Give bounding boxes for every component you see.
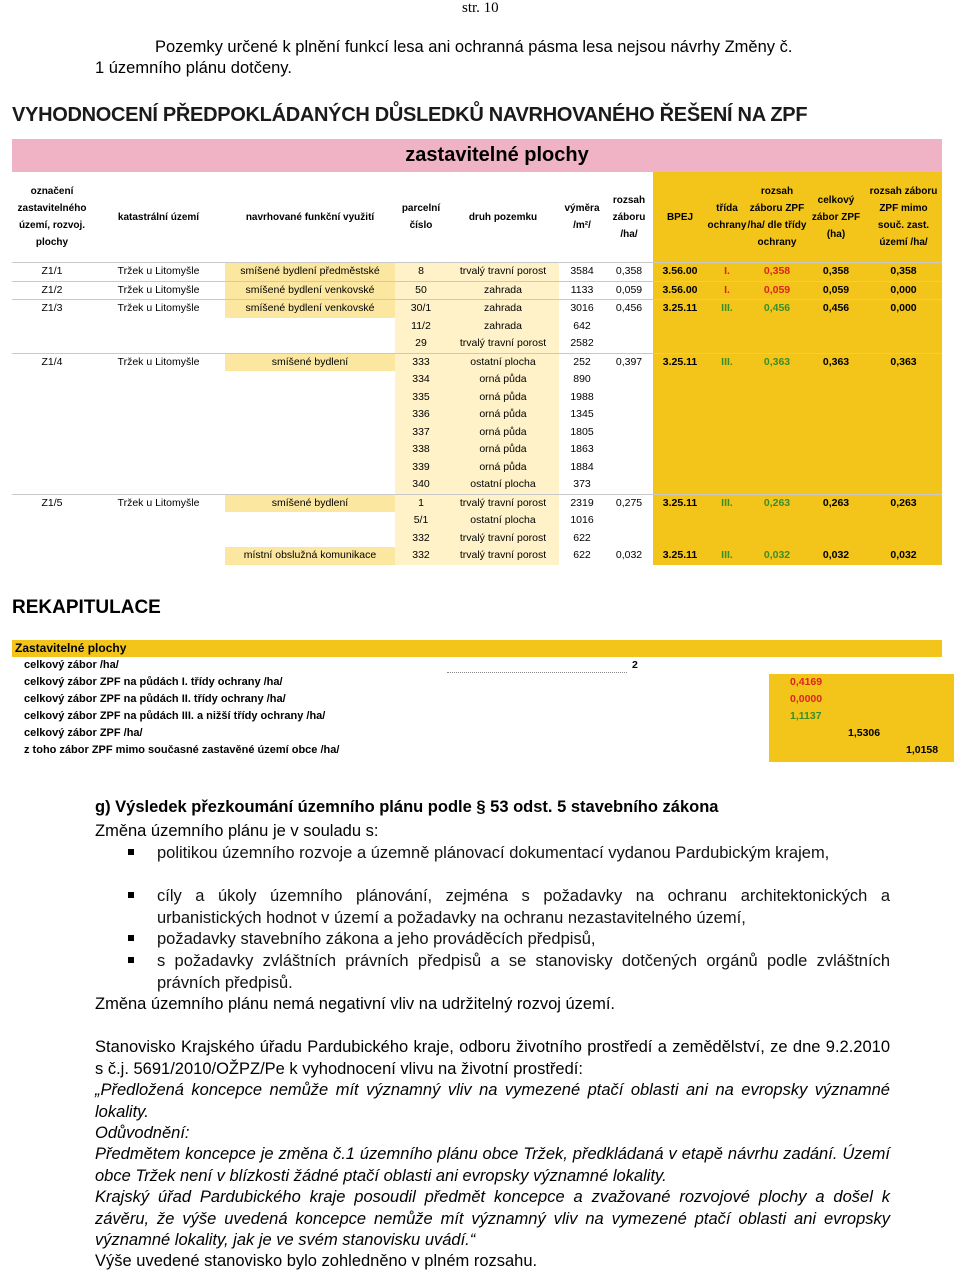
recap-header: Zastavitelné plochy	[12, 640, 942, 657]
table-cell-bpej	[653, 476, 707, 494]
table-cell-pc: 332	[395, 547, 447, 565]
table-cell-ku	[92, 476, 225, 494]
table-cell-roz	[605, 424, 653, 442]
table-cell-tr	[707, 335, 747, 353]
table-cell-mimo	[865, 389, 942, 407]
table-cell-bpej: 3.25.11	[653, 353, 707, 371]
table-cell-tr	[707, 512, 747, 530]
table-cell-cel	[807, 424, 865, 442]
table-cell-fv	[225, 476, 395, 494]
page-number: str. 10	[462, 0, 499, 16]
col-header: navrhované funkční využití	[245, 211, 375, 223]
table-cell-pc: 332	[395, 530, 447, 548]
recap-value: 0,4169	[790, 676, 823, 688]
table-cell-cel	[807, 406, 865, 424]
table-cell-mimo	[865, 406, 942, 424]
table-cell-ku	[92, 371, 225, 389]
bullet-item: cíly a úkoly územního plánování, zejména s požadavky na ochranu architektonických a urbanistických hodnot v území a požadavky na ochranu nezastavitelného území,	[157, 887, 890, 927]
table-cell-cel	[807, 530, 865, 548]
table-cell-mimo: 0,032	[865, 547, 942, 565]
table-cell-druh: ostatní plocha	[447, 476, 559, 494]
table-row	[12, 441, 942, 459]
table-cell-tr	[707, 424, 747, 442]
table-cell-druh: zahrada	[447, 300, 559, 318]
table-cell-vym: 890	[573, 373, 591, 385]
table-cell-id: Z1/3	[12, 300, 92, 318]
table-cell-id	[12, 335, 92, 353]
table-cell-druh: orná půda	[447, 371, 559, 389]
table-cell-pc: 29	[395, 335, 447, 353]
table-row	[12, 547, 942, 565]
table-cell-roz: 0,032	[615, 549, 643, 561]
table-cell-id	[12, 424, 92, 442]
table-cell-zpf	[747, 441, 807, 459]
table-row	[12, 300, 942, 318]
table-cell-druh: trvalý travní porost	[447, 494, 559, 512]
table-cell-bpej	[653, 441, 707, 459]
table-cell-mimo	[865, 335, 942, 353]
table-cell-druh: trvalý travní porost	[447, 530, 559, 548]
table-cell-druh: orná půda	[447, 441, 559, 459]
table-row	[12, 371, 942, 389]
table-cell-fv: místní obslužná komunikace	[225, 547, 395, 565]
table-cell-ku	[92, 318, 225, 336]
table-cell-vym: 1805	[570, 425, 594, 438]
table-cell-cel	[807, 371, 865, 389]
table-cell-pc: 339	[395, 459, 447, 477]
table-cell-bpej: 3.25.11	[653, 494, 707, 512]
table-subtitle: zastavitelné plochy	[405, 144, 589, 166]
recap-dots	[447, 660, 627, 673]
table-cell-mimo	[865, 441, 942, 459]
table-cell-ku	[92, 406, 225, 424]
table-cell-ku: Tržek u Litomyšle	[92, 300, 225, 318]
table-cell-bpej	[653, 389, 707, 407]
table-cell-zpf	[747, 335, 807, 353]
table-cell-fv: smíšené bydlení	[225, 353, 395, 371]
table-cell-druh: orná půda	[447, 389, 559, 407]
table-cell-druh: orná půda	[447, 459, 559, 477]
table-cell-tr: III.	[707, 494, 747, 512]
table-cell-id: Z1/5	[12, 494, 92, 512]
table-cell-zpf: 0,032	[747, 547, 807, 565]
table-cell-id: Z1/1	[12, 263, 92, 282]
table-cell-vym: 622	[573, 549, 591, 561]
table-cell-ku	[92, 389, 225, 407]
table-cell-tr	[707, 476, 747, 494]
table-cell-id	[12, 476, 92, 494]
table-cell-zpf: 0,059	[747, 281, 807, 300]
table-cell-id	[12, 389, 92, 407]
col-header: rozsah záboru ZPF mimo souč. zast. území /ha/	[865, 172, 942, 263]
table-cell-tr	[707, 406, 747, 424]
table-cell-cel	[807, 459, 865, 477]
table-cell-mimo: 0,363	[865, 353, 942, 371]
table-cell-vym: 373	[573, 478, 591, 490]
table-cell-mimo	[865, 424, 942, 442]
table-cell-fv: smíšené bydlení venkovské	[225, 300, 395, 318]
table-row	[12, 353, 942, 371]
recap-value: 1,0158	[906, 744, 939, 756]
table-cell-cel	[807, 318, 865, 336]
statement-text: Stanovisko Krajského úřadu Pardubického kraje, odboru životního prostředí a zemědělství, ze dne 9.2.2010 s č.j. 5691/2010/OŽPZ/Pe k vyhodnocení vlivu na životní prostředí:	[95, 1038, 890, 1078]
table-cell-fv	[225, 441, 395, 459]
table-cell-fv	[225, 530, 395, 548]
bullet-icon	[128, 849, 134, 855]
table-cell-mimo	[865, 371, 942, 389]
table-row	[12, 476, 942, 494]
table-cell-cel: 0,363	[807, 353, 865, 371]
col-header: označení zastavitelného území, rozvoj. plochy	[17, 186, 87, 248]
table-cell-druh: ostatní plocha	[447, 512, 559, 530]
table-subtitle-bar	[12, 139, 942, 172]
table-cell-roz	[605, 476, 653, 494]
table-row	[12, 406, 942, 424]
table-cell-fv	[225, 459, 395, 477]
table-cell-tr: III.	[707, 547, 747, 565]
table-cell-zpf	[747, 424, 807, 442]
table-cell-id: Z1/2	[12, 281, 92, 300]
table-cell-tr	[707, 441, 747, 459]
table-cell-mimo: 0,263	[865, 494, 942, 512]
table-cell-id	[12, 530, 92, 548]
table-cell-vym: 1884	[570, 460, 594, 473]
no-impact-text: Změna územního plánu nemá negativní vliv na udržitelný rozvoj území.	[95, 995, 616, 1013]
table-cell-fv	[225, 512, 395, 530]
table-cell-mimo	[865, 512, 942, 530]
table-cell-pc: 333	[395, 353, 447, 371]
table-cell-bpej	[653, 512, 707, 530]
table-cell-roz	[605, 406, 653, 424]
table-cell-mimo	[865, 318, 942, 336]
col-header: celkový zábor ZPF (ha)	[807, 172, 865, 263]
col-header: rozsah záboru ZPF /ha/ dle třídy ochrany	[747, 172, 807, 263]
table-cell-id	[12, 406, 92, 424]
table-cell-zpf	[747, 389, 807, 407]
table-cell-tr	[707, 530, 747, 548]
table-cell-roz	[605, 530, 653, 548]
table-cell-zpf	[747, 530, 807, 548]
table-cell-fv: smíšené bydlení	[225, 494, 395, 512]
table-cell-cel: 0,032	[807, 547, 865, 565]
table-cell-fv	[225, 371, 395, 389]
table-cell-druh: zahrada	[447, 318, 559, 336]
table-cell-cel: 0,358	[807, 263, 865, 282]
table-row	[12, 318, 942, 336]
quote-text: „Předložená koncepce nemůže mít významný vliv na vymezené ptačí oblasti ani na evropsky významné lokality.	[95, 1081, 890, 1121]
table-cell-pc: 334	[395, 371, 447, 389]
table-cell-mimo	[865, 530, 942, 548]
table-cell-druh: ostatní plocha	[447, 353, 559, 371]
table-cell-fv	[225, 389, 395, 407]
table-cell-roz: 0,397	[605, 353, 653, 371]
table-cell-mimo: 0,358	[865, 263, 942, 282]
table-cell-id	[12, 371, 92, 389]
table-cell-pc: 1	[395, 494, 447, 512]
col-header: rozsah záboru /ha/	[612, 194, 646, 240]
col-header: parcelní číslo	[401, 203, 441, 231]
table-cell-bpej	[653, 459, 707, 477]
bullet-item: s požadavky zvláštních právních předpisů a se stanovisky dotčených orgánů podle zvláštních právních předpisů.	[157, 952, 890, 992]
table-cell-ku	[92, 335, 225, 353]
table-row	[12, 459, 942, 477]
table-cell-pc: 8	[395, 263, 447, 282]
table-cell-tr	[707, 371, 747, 389]
table-cell-ku: Tržek u Litomyšle	[92, 281, 225, 300]
col-header: katastrální území	[117, 211, 200, 223]
table-cell-zpf	[747, 459, 807, 477]
table-cell-cel	[807, 389, 865, 407]
table-cell-roz	[605, 441, 653, 459]
table-cell-tr: III.	[707, 353, 747, 371]
table-cell-druh: trvalý travní porost	[447, 263, 559, 282]
table-cell-roz	[605, 371, 653, 389]
recap-label: celkový zábor ZPF /ha/	[24, 727, 143, 739]
intro-line-1: Pozemky určené k plnění funkcí lesa ani ochranná pásma lesa nejsou návrhy Změny č.	[155, 38, 793, 56]
table-cell-tr: III.	[707, 300, 747, 318]
table-cell-bpej	[653, 406, 707, 424]
section-heading: g) Výsledek přezkoumání územního plánu podle § 53 odst. 5 stavebního zákona	[95, 798, 719, 816]
table-cell-bpej	[653, 530, 707, 548]
table-cell-vym: 1863	[570, 443, 594, 455]
table-cell-ku	[92, 459, 225, 477]
table-row	[12, 389, 942, 407]
table-cell-bpej	[653, 371, 707, 389]
table-cell-cel	[807, 476, 865, 494]
table-cell-roz: 0,275	[605, 494, 653, 512]
table-cell-bpej: 3.56.00	[653, 281, 707, 300]
col-header: třída ochrany	[707, 172, 747, 263]
bullet-icon	[128, 892, 134, 898]
table-cell-vym: 1133	[559, 281, 605, 300]
table-row	[12, 512, 942, 530]
col-header: výměra /m²/	[564, 203, 600, 231]
table-cell-pc: 338	[395, 441, 447, 459]
table-title: VYHODNOCENÍ PŘEDPOKLÁDANÝCH DŮSLEDKŮ NAVRHOVANÉHO ŘEŠENÍ NA ZPF	[12, 104, 808, 126]
table-cell-druh: orná půda	[447, 406, 559, 424]
col-header: druh pozemku	[468, 211, 538, 223]
table-cell-vym: 1345	[570, 408, 594, 420]
table-cell-vym: 2582	[570, 337, 594, 349]
table-cell-bpej: 3.25.11	[653, 547, 707, 565]
table-cell-druh: orná půda	[447, 424, 559, 442]
table-cell-tr	[707, 318, 747, 336]
table-cell-id	[12, 459, 92, 477]
recap-value: 0,0000	[790, 693, 823, 705]
table-cell-ku	[92, 547, 225, 565]
recap-label: z toho zábor ZPF mimo současné zastavěné území obce /ha/	[24, 744, 340, 756]
table-cell-fv: smíšené bydlení předměstské	[225, 263, 395, 282]
reason-label: Odůvodnění:	[95, 1124, 190, 1142]
table-row	[12, 530, 942, 548]
table-cell-bpej	[653, 335, 707, 353]
table-cell-tr	[707, 389, 747, 407]
recap-block	[12, 640, 942, 762]
table-cell-id	[12, 547, 92, 565]
table-cell-roz	[605, 512, 653, 530]
table-cell-roz	[605, 459, 653, 477]
table-cell-roz	[605, 389, 653, 407]
recap-label: celkový zábor ZPF na půdách I. třídy ochrany /ha/	[24, 676, 283, 688]
zpf-table	[12, 172, 942, 565]
table-cell-cel: 0,456	[807, 300, 865, 318]
recap-label: celkový zábor ZPF na půdách II. třídy ochrany /ha/	[24, 693, 286, 705]
table-cell-zpf: 0,358	[747, 263, 807, 282]
table-row	[12, 494, 942, 512]
table-cell-ku: Tržek u Litomyšle	[92, 263, 225, 282]
bullet-item: politikou územního rozvoje a územně plánovací dokumentací vydanou Pardubickým krajem,	[157, 844, 830, 862]
table-cell-cel	[807, 512, 865, 530]
table-cell-pc: 336	[395, 406, 447, 424]
recap-label: celkový zábor ZPF na půdách III. a nižší třídy ochrany /ha/	[24, 710, 326, 722]
table-row	[12, 281, 942, 300]
table-cell-tr: I.	[707, 281, 747, 300]
table-cell-fv: smíšené bydlení venkovské	[225, 281, 395, 300]
table-row	[12, 263, 942, 282]
table-cell-zpf	[747, 512, 807, 530]
table-cell-bpej	[653, 318, 707, 336]
table-cell-id	[12, 441, 92, 459]
table-cell-ku	[92, 424, 225, 442]
table-cell-vym: 2319	[559, 494, 605, 512]
table-cell-pc: 335	[395, 389, 447, 407]
table-cell-vym: 642	[573, 319, 591, 332]
table-cell-bpej: 3.25.11	[653, 300, 707, 318]
table-cell-druh: trvalý travní porost	[447, 547, 559, 565]
table-row	[12, 424, 942, 442]
table-cell-zpf: 0,363	[747, 353, 807, 371]
table-cell-cel	[807, 335, 865, 353]
table-cell-pc: 30/1	[395, 300, 447, 318]
table-cell-fv	[225, 335, 395, 353]
table-cell-cel	[807, 441, 865, 459]
recap-total: 2	[632, 659, 638, 671]
table-cell-mimo: 0,000	[865, 281, 942, 300]
table-cell-vym: 3016	[559, 300, 605, 318]
table-cell-zpf	[747, 476, 807, 494]
table-cell-ku	[92, 530, 225, 548]
table-cell-ku: Tržek u Litomyšle	[92, 353, 225, 371]
table-cell-vym: 3584	[559, 263, 605, 282]
table-cell-pc: 340	[395, 476, 447, 494]
intro-line-2: 1 územního plánu dotčeny.	[95, 59, 292, 77]
recap-value: 1,1137	[790, 710, 822, 722]
table-cell-mimo: 0,000	[865, 300, 942, 318]
table-cell-zpf	[747, 318, 807, 336]
table-cell-ku	[92, 441, 225, 459]
table-cell-cel: 0,059	[807, 281, 865, 300]
table-cell-zpf: 0,263	[747, 494, 807, 512]
table-cell-vym: 252	[559, 353, 605, 371]
reason-text: Předmětem koncepce je změna č.1 územního plánu obce Tržek, předkládaná v etapě návrhu zadání. Území obce Tržek není v blízkosti žádné ptačí oblasti ani evropsky významné lokality.	[95, 1145, 890, 1185]
table-cell-vym: 622	[573, 531, 591, 544]
table-cell-cel: 0,263	[807, 494, 865, 512]
table-cell-pc: 50	[395, 281, 447, 300]
table-cell-id	[12, 512, 92, 530]
recap-value: 1,5306	[848, 727, 881, 739]
table-cell-ku	[92, 512, 225, 530]
bullet-item: požadavky stavebního zákona a jeho prováděcích předpisů,	[157, 930, 596, 948]
table-cell-tr	[707, 459, 747, 477]
recap-label: celkový zábor /ha/	[24, 659, 119, 671]
table-cell-vym: 1016	[570, 514, 594, 526]
table-cell-id: Z1/4	[12, 353, 92, 371]
table-cell-druh: trvalý travní porost	[447, 335, 559, 353]
table-cell-bpej	[653, 424, 707, 442]
compliance-intro: Změna územního plánu je v souladu s:	[95, 822, 379, 840]
table-cell-vym: 1988	[570, 390, 594, 403]
table-cell-bpej: 3.56.00	[653, 263, 707, 282]
table-cell-roz	[605, 335, 653, 353]
table-cell-id	[12, 318, 92, 336]
table-cell-pc: 11/2	[395, 318, 447, 336]
recap-title: REKAPITULACE	[12, 597, 161, 618]
table-cell-zpf	[747, 371, 807, 389]
table-cell-fv	[225, 424, 395, 442]
table-cell-pc: 337	[395, 424, 447, 442]
table-cell-ku: Tržek u Litomyšle	[92, 494, 225, 512]
table-cell-roz	[605, 318, 653, 336]
table-cell-zpf: 0,456	[747, 300, 807, 318]
table-cell-roz: 0,358	[605, 263, 653, 282]
final-text: Výše uvedené stanovisko bylo zohledněno v plném rozsahu.	[95, 1252, 538, 1270]
table-cell-roz: 0,456	[605, 300, 653, 318]
conclusion-text: Krajský úřad Pardubického kraje posoudil předmět koncepce a zvažované rozvojové plochy a došel k závěru, že výše uvedená koncepce nemůže mít významný vliv na vymezené ptačí oblasti ani evropsky významné lokality, jak je ve svém stanovisku uvádí.“	[95, 1188, 890, 1249]
table-cell-druh: zahrada	[447, 281, 559, 300]
table-cell-tr: I.	[707, 263, 747, 282]
table-cell-mimo	[865, 459, 942, 477]
table-cell-pc: 5/1	[395, 512, 447, 530]
table-cell-zpf	[747, 406, 807, 424]
table-cell-fv	[225, 318, 395, 336]
bullet-icon	[128, 935, 134, 941]
table-cell-roz: 0,059	[605, 281, 653, 300]
table-row	[12, 335, 942, 353]
table-cell-mimo	[865, 476, 942, 494]
bullet-icon	[128, 957, 134, 963]
table-cell-fv	[225, 406, 395, 424]
col-header: BPEJ	[653, 172, 707, 263]
